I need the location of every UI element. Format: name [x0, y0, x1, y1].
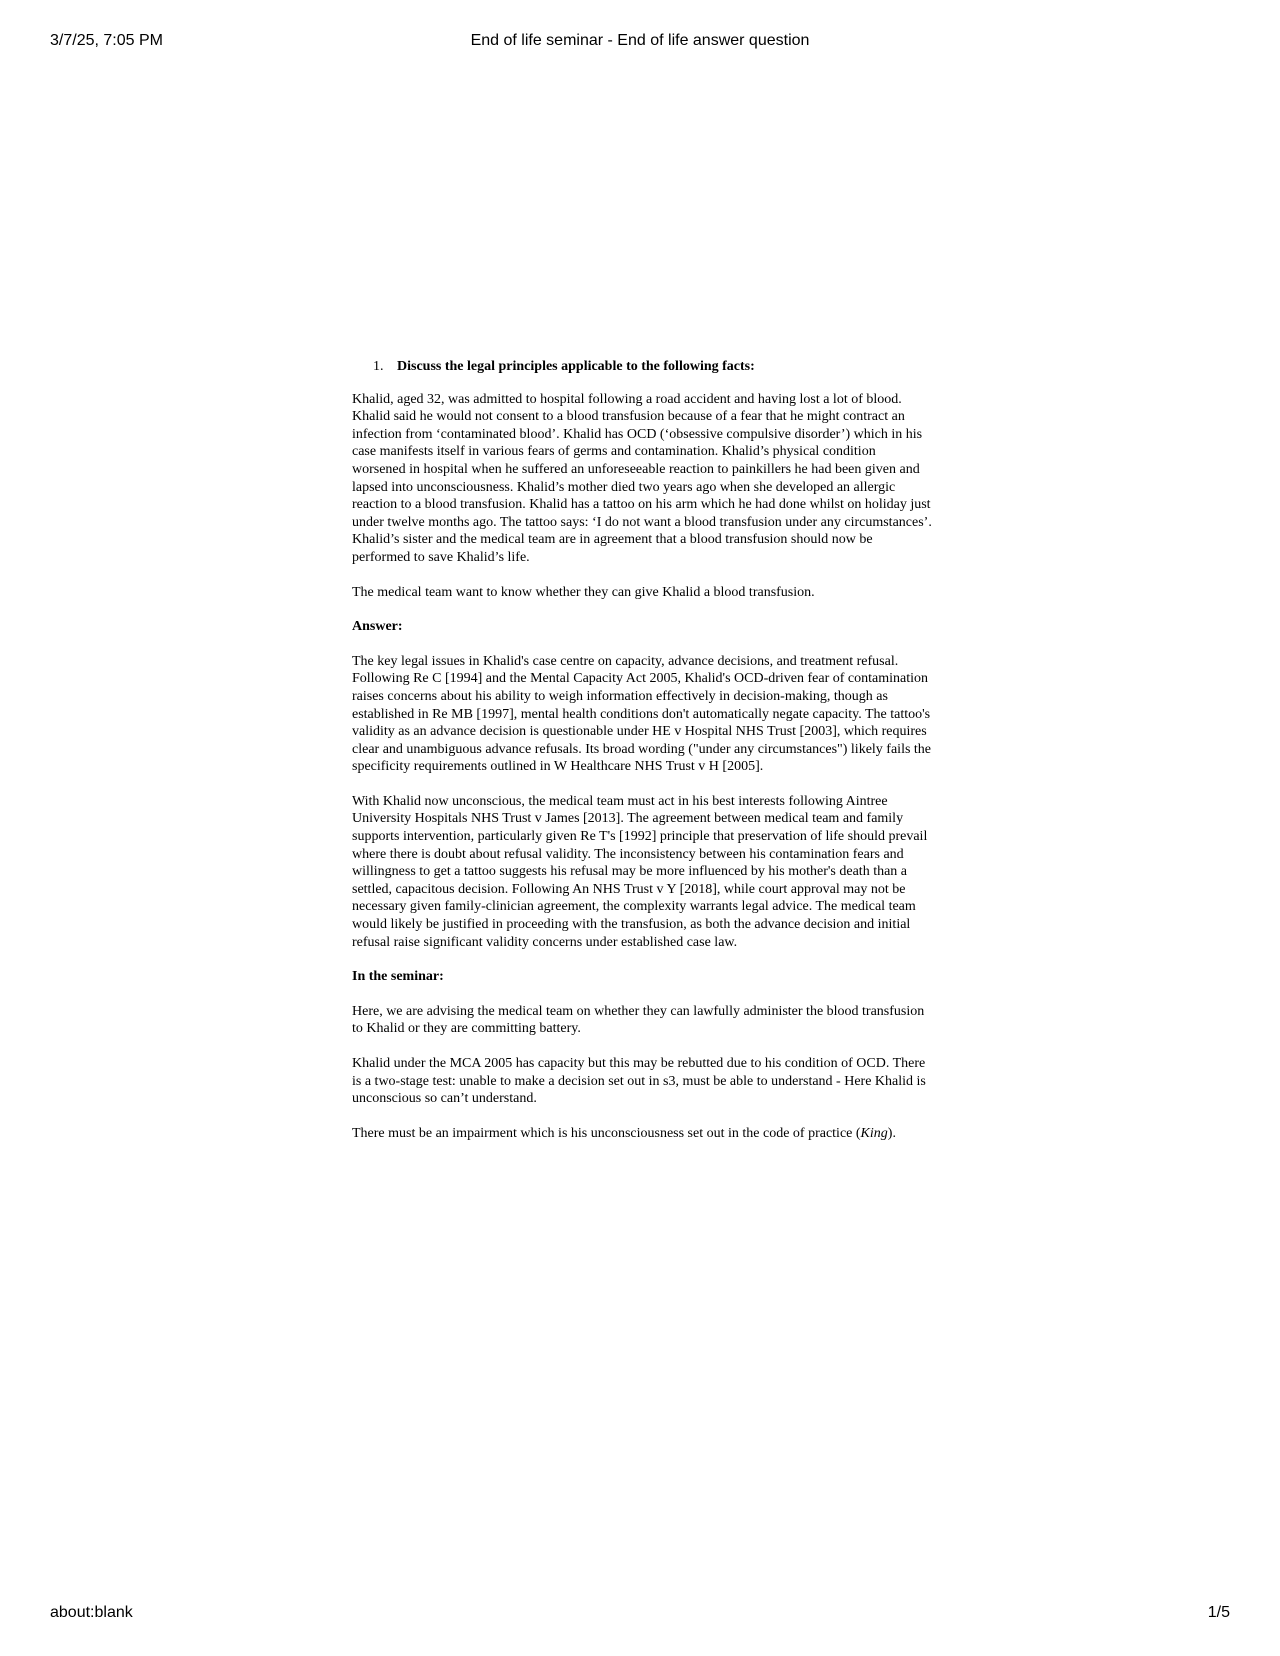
seminar-paragraph: Khalid under the MCA 2005 has capacity but this may be rebutted due to his condition of OCD. There is a two-stage test: unable to make a decision set out in s3, must be able to understand - Here Khalid is unconscious so can’t understand.: [352, 1056, 926, 1107]
question-heading: [352, 358, 932, 376]
answer-paragraph: With Khalid now unconscious, the medical team must act in his best interests following Aintree University Hospitals NHS Trust v James [2013]. The agreement between medical team and family supports intervention, particularly given Re T's [1992] principle that preservation of life should prevail where there is doubt about refusal validity. The inconsistency between his contamination fears and willingness to get a tattoo suggests his refusal may be more influenced by his mother's death than a settled, capacitous decision. Following An NHS Trust v Y [2018], while court approval may not be necessary given family-clinician agreement, the complexity warrants legal advice. The medical team would likely be justified in proceeding with the transfusion, as both the advance decision and initial refusal raise significant validity concerns under established case law.: [352, 793, 928, 950]
answer-paragraph: The key legal issues in Khalid's case centre on capacity, advance decisions, and treatment refusal. Following Re C [1994] and the Mental Capacity Act 2005, Khalid's OCD-driven fear of contamination raises concerns about his ability to weigh information effectively in decision-making, though as established in Re MB [1997], mental health conditions don't automatically negate capacity. The tattoo's validity as an advance decision is questionable under HE v Hospital NHS Trust [2003], which requires clear and unambiguous advance refusals. Its broad wording ("under any circumstances") likely fails the specificity requirements outlined in W Healthcare NHS Trust v H [2005].: [352, 653, 932, 775]
print-footer-url: about:blank: [50, 1604, 133, 1621]
seminar-last-end: ).: [887, 1125, 896, 1141]
document-body: [352, 358, 932, 1159]
question-text: Discuss the legal principles applicable to the following facts:: [397, 359, 755, 374]
question-number: 1.: [373, 359, 384, 374]
seminar-last-text: There must be an impairment which is his unconsciousness set out in the code of practice (: [352, 1125, 861, 1141]
facts-question-paragraph: The medical team want to know whether they can give Khalid a blood transfusion.: [352, 584, 815, 600]
answer-heading: Answer:: [352, 619, 403, 635]
seminar-heading: In the seminar:: [352, 969, 444, 985]
case-citation-king: King: [860, 1125, 888, 1141]
facts-paragraph: Khalid, aged 32, was admitted to hospital following a road accident and having lost a lot of blood. Khalid said he would not consent to a blood transfusion because of a fear that he might contract an infection from ‘contaminated blood’. Khalid has OCD (‘obsessive compulsive disorder’) which in his case manifests itself in various fears of germs and contamination. Khalid’s physical condition worsened in hospital when he suffered an unforeseeable reaction to painkillers he had been given and lapsed into unconsciousness. Khalid’s mother died two years ago when she developed an allergic reaction to a blood transfusion. Khalid has a tattoo on his arm which he had done whilst on holiday just under twelve months ago. The tattoo says: ‘I do not want a blood transfusion under any circumstances’. Khalid’s sister and the medical team are in agreement that a blood transfusion should now be performed to save Khalid’s life.: [352, 391, 932, 565]
seminar-paragraph: Here, we are advising the medical team on whether they can lawfully administer the blood transfusion to Khalid or they are committing battery.: [352, 1003, 925, 1037]
seminar-paragraph-last: [352, 1125, 932, 1143]
print-footer-page-number: 1/5: [1207, 1604, 1230, 1621]
print-header-title: End of life seminar - End of life answer question: [470, 32, 810, 49]
print-header-datetime: 3/7/25, 7:05 PM: [50, 32, 163, 49]
